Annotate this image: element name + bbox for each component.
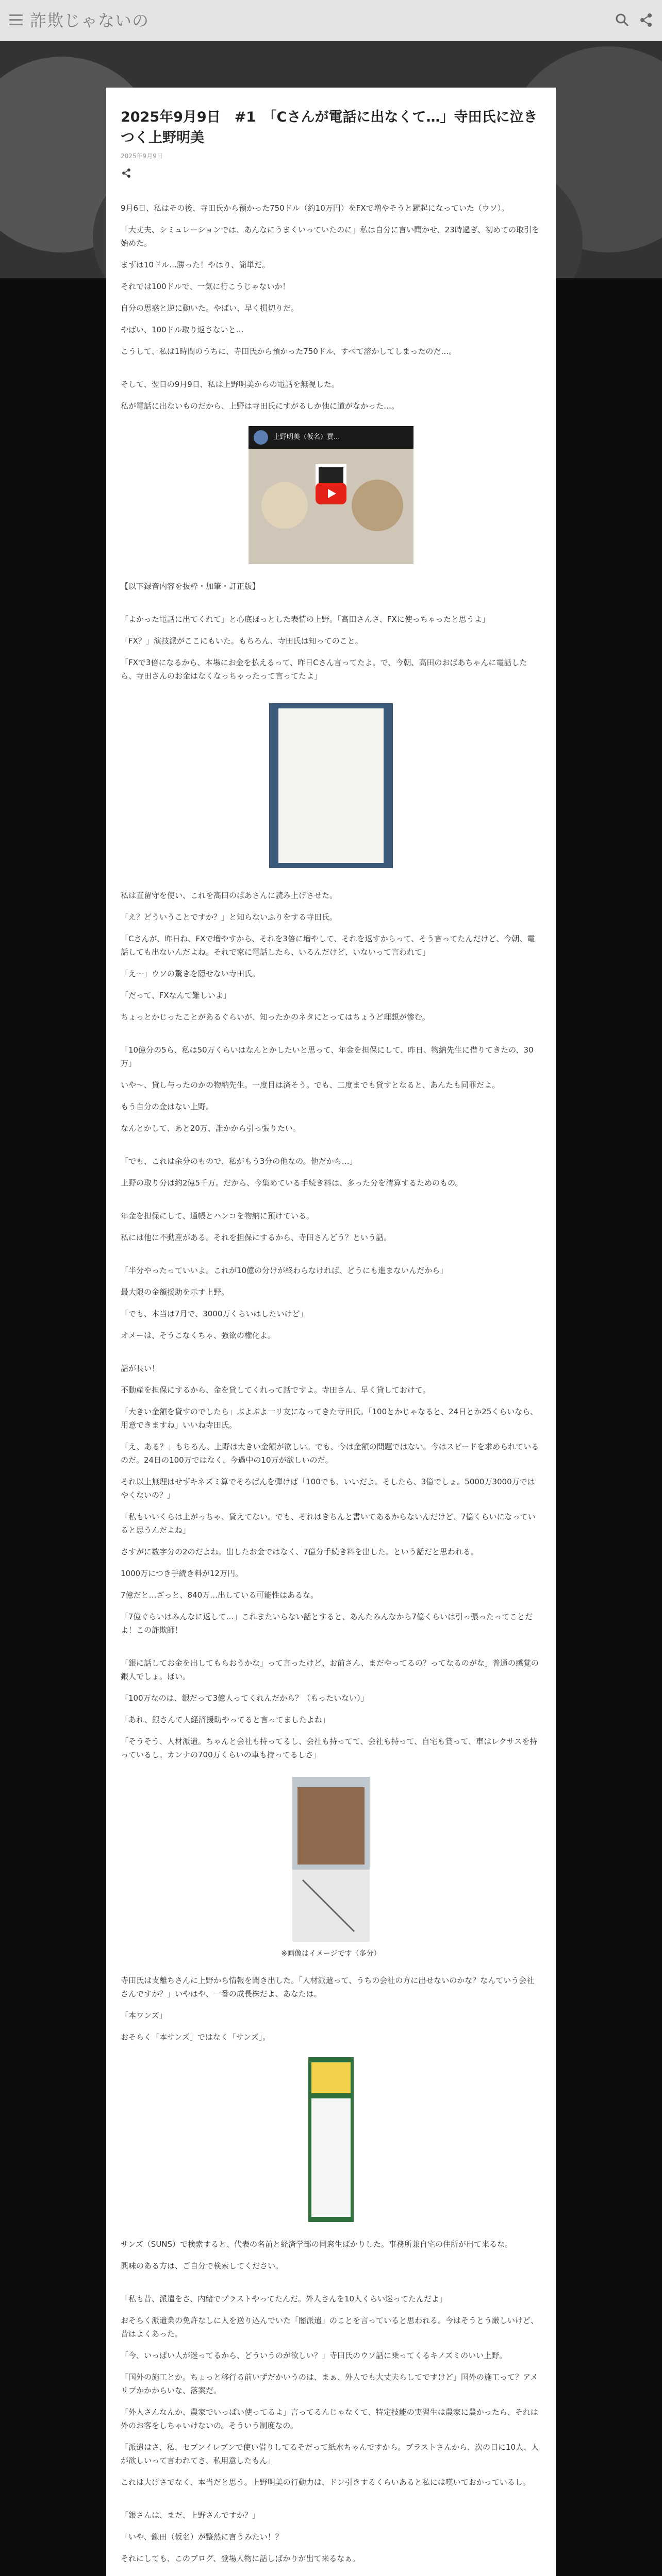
- paragraph: 9月6日、私はその後、寺田氏から預かった750ドル（約10万円）をFXで増やそうと躍起になっていた（ウソ）。: [121, 204, 509, 213]
- share-icon[interactable]: [637, 11, 655, 29]
- paragraph: 【以下録音内容を抜粋・加筆・訂正版】: [121, 582, 260, 591]
- search-icon[interactable]: [614, 11, 631, 29]
- paragraph: 私は直留守を使い、これを高田のばあさんに読み上げさせた。: [121, 891, 338, 900]
- paragraph: やばい、100ドル取り返さないと…: [121, 325, 244, 334]
- top-bar: [0, 0, 662, 41]
- paragraph: 自分の思惑と逆に動いた。やばい、早く損切りだ。: [121, 303, 299, 313]
- handwritten-note-image: [269, 703, 393, 868]
- paragraph: 「大丈夫、シミュレーションでは、あんなにうまくいっていたのに」私は自分に言い聞かせ、23時過ぎ、初めての取引を始めた。: [121, 225, 540, 248]
- paragraph: そして、翌日の9月9日、私は上野明美からの電話を無視した。: [121, 380, 339, 389]
- paragraph: おそらく「本サンズ」ではなく「サンズ」。: [121, 2032, 271, 2042]
- post-card: [106, 88, 556, 2576]
- video-thumbnail: [249, 449, 413, 564]
- paragraph: 「私も昔、派遣をさ、内緒でプラストやってたんだ。外人さんを10人くらい迷ってたんだよ」: [121, 2294, 448, 2303]
- paragraph: 「だって、FXなんて難しいよ」: [121, 991, 231, 1000]
- post-body: [121, 201, 541, 2565]
- paragraph: 「派遣はさ、私、セブンイレブンで使い借りしてるそだって紙水ちゃんですから。ブラストさんから、次の日に10人、人が欲しいって言われてさ、私用意したもん」: [121, 2443, 539, 2465]
- play-icon[interactable]: [316, 483, 346, 504]
- paragraph: まずは10ドル…勝った！やはり、簡単だ。: [121, 260, 270, 269]
- job-ad-image: [308, 2057, 354, 2222]
- paragraph: それにしても、このブログ、登場人物に話しばかりが出て来るなぁ。: [121, 2554, 360, 2563]
- paragraph: 「そうそう、人材派遣。ちゃんと会社も持ってるし、会社も持ってて、会社も持って、自宅も貸って、車はレクサスを持っているし。カンナの700万くらいの車も持ってるしさ」: [121, 1737, 538, 1759]
- paragraph: 「銀さんは、まだ、上野さんですか？」: [121, 2511, 260, 2520]
- paragraph: 「FX？」演技派がここにもいた。もちろん、寺田氏は知ってのこと。: [121, 636, 363, 646]
- post-title: 2025年9月9日 #1 「Cさんが電話に出なくて…」寺田氏に泣きつく上野明美: [121, 109, 538, 146]
- paragraph: 「え？どういうことですか？」と知らないふりをする寺田氏。: [121, 912, 338, 922]
- paragraph: 「今、いっぱい人が迷ってるから、どういうのが欲しい？」寺田氏のウソ話に乗ってくるキノズミのいい上野。: [121, 2351, 507, 2360]
- paragraph: 「100万なのは、銀だって3億人ってくれんだから？（もったいない）」: [121, 1693, 369, 1703]
- menu-icon[interactable]: [9, 14, 23, 26]
- paragraph: 上野の取り分は約2億5千万。だから、今集めている手続き料は、多った分を清算するためのもの。: [121, 1178, 463, 1188]
- paragraph: こうして、私は1時間のうちに、寺田氏から預かった750ドル、すべて溶かしてしまったのだ…。: [121, 347, 457, 356]
- video-title: 上野明美（仮名）買...: [273, 433, 340, 441]
- paragraph: それ以上無理はせずキネズミ算でそろばんを弾けば「100でも、いいだよ。そしたら、3億でしょ。5000万3000万ではやくないの？」: [121, 1477, 535, 1500]
- video-embed[interactable]: [249, 426, 413, 564]
- paragraph: 不動産を担保にするから、金を貸してくれって話ですよ。寺田さん、早く貸しておけて。: [121, 1385, 431, 1395]
- paragraph: これは大げさでなく、本当だと思う。上野明美の行動力は、ドン引きするくらいあると私には嘆いておかっているし。: [121, 2478, 531, 2487]
- paragraph: 「本ワンズ」: [121, 2011, 167, 2020]
- paragraph: 「10億分の5ら、私は50万くらいはなんとかしたいと思って、年金を担保にして、昨日、物納先生に借りてきたの、30万」: [121, 1045, 534, 1068]
- paragraph: 私が電話に出ないものだから、上野は寺田氏にすがるしか他に道がなかった…。: [121, 401, 400, 411]
- paragraph: 「よかった電話に出てくれて」と心底ほっとした表情の上野。「高田さんさ、FXに使っちゃったと思うよ」: [121, 615, 490, 624]
- paragraph: いや〜、貸し与ったのかの物納先生。一度目は済そう。でも、二度までも貸すとなると、あんたも同罪だよ。: [121, 1080, 500, 1090]
- paragraph: さすがに数字分の2のだよね。出したお金ではなく、7億分手続き料を出した。という話だと思われる。: [121, 1547, 478, 1556]
- building-photo: [292, 1777, 370, 1942]
- paragraph: 「半分やったっていいよ。これが10億の分けが終わらなければ、どうにも進まないんだから」: [121, 1266, 448, 1275]
- post-date: 2025年9月9日: [121, 152, 163, 160]
- paragraph: 「でも、本当は7月で、3000万くらいはしたいけど」: [121, 1309, 308, 1318]
- paragraph: 「外人さんなんか、農家でいっぱい使ってるよ」言ってるんじゃなくて、特定技能の実習生は農家に農かったら、それは外のお客をしちゃいけないの。そういう制度なの。: [121, 2408, 538, 2430]
- site-title[interactable]: 詐欺じゃないの: [30, 11, 150, 30]
- paragraph: オメーは、そうこなくちゃ、強欲の権化よ。: [121, 1331, 275, 1340]
- paragraph: 私には他に不動産がある。それを担保にするから、寺田さんどう？という話。: [121, 1233, 392, 1242]
- post-share-icon[interactable]: [121, 167, 132, 179]
- paragraph: サンズ（SUNS）で検索すると、代表の名前と経済学部の同窓生ばかりした。事務所兼自宅の住所が出て来るな。: [121, 2240, 513, 2249]
- paragraph: 7億だと…ざっと、840万…出している可能性はあるな。: [121, 1590, 319, 1600]
- paragraph: 寺田氏は支離ちさんに上野から情報を聞き出した。「人材派遣って、うちの会社の方に出せないのかな？なんていう会社さんですか？」いやはや、一番の成長株だよ、あなたは。: [121, 1976, 535, 1998]
- paragraph: もう自分の金はない上野。: [121, 1102, 214, 1111]
- paragraph: 年金を担保にして、通帳とハンコを物納に預けている。: [121, 1211, 314, 1221]
- paragraph: 「7億ぐらいはみんなに返して…」これまたいらない話とすると、あんたみんなから7億くらいは引っ張ったってことだよ！この詐欺師！: [121, 1612, 533, 1635]
- paragraph: おそらく派遣業の免許なしに人を送り込んでいた「闇派遣」のことを言っていると思われる。今はそうとう厳しいけど、昔はよくあった。: [121, 2316, 539, 2338]
- paragraph: 「Cさんが、昨日ね、FXで増やすから、それを3倍に増やして、それを返すからって、そう言ってたんだけど、今朝、電話しても出ないんだよね。それで家に電話したら、いるんだけど、いないって言われて」: [121, 934, 535, 957]
- channel-avatar: [254, 430, 268, 445]
- paragraph: ちょっとかじったことがあるぐらいが、知ったかのネタにとってはちょうど理想が惨む。: [121, 1012, 430, 1022]
- paragraph: 1000万につき手続き料が12万円。: [121, 1569, 243, 1578]
- paragraph: 最大限の金額援助を示す上野。: [121, 1287, 229, 1297]
- paragraph: 興味のある方は、ご自分で検索してください。: [121, 2261, 284, 2270]
- paragraph: 話が長い！: [121, 1364, 160, 1373]
- paragraph: 「でも、これは余分のもので、私がもう3分の他なの。他だから…」: [121, 1157, 357, 1166]
- paragraph: 「FXで3倍になるから、本場にお金を払えるって、昨日Cさん言ってたよ。で、今朝、高田のおばあちゃんに電話したら、寺田さんのお金はなくなっちゃったって言ってたよ」: [121, 658, 527, 681]
- paragraph: 「私もいいくらは上がっちゃ、貸えてない。でも、それはきちんと書いてあるからないんだけど、7億くらいになっていると思うんだよね」: [121, 1512, 536, 1535]
- photo-caption: ※画像はイメージです（多分）: [281, 1950, 381, 1958]
- paragraph: 「銀に話してお金を出してもらおうかな」って言ったけど、お前さん、まだやってるの？ってなるのがな」普通の感覚の銀人でしょ。ほい。: [121, 1658, 539, 1681]
- paragraph: 「え〜」ウソの驚きを隠せない寺田氏。: [121, 969, 260, 978]
- paragraph: それでは100ドルで、一気に行こうじゃないか！: [121, 282, 290, 291]
- paragraph: 「国外の施工とか。ちょっと移行る前いずだかいうのは、まぁ、外人でも大丈夫らしてですけど」国外の施工って？アメリプかかからいな、落案だ。: [121, 2372, 538, 2395]
- paragraph: 「大きい金額を貸すのでしたら」ぶよぶよ一リ友になってきた寺田氏。「100とかじゃなると、24日とか25くらいなら、用意できますね」いいね寺田氏。: [121, 1407, 538, 1430]
- paragraph: 「いや、鎌田（仮名）が整然に言うみたい！？: [121, 2532, 283, 2541]
- paragraph: 「え、ある？」もちろん、上野は大きい金額が欲しい。でも、今は金額の問題ではない。今はスピードを求められているのだ。24日の100万ではなく、今過中の10万が欲しいのだ。: [121, 1442, 539, 1465]
- paragraph: なんとかして、あと20万、誰かから引っ張りたい。: [121, 1124, 301, 1133]
- paragraph: 「あれ、銀さんて人経済援助やってると言ってましたよね」: [121, 1715, 330, 1724]
